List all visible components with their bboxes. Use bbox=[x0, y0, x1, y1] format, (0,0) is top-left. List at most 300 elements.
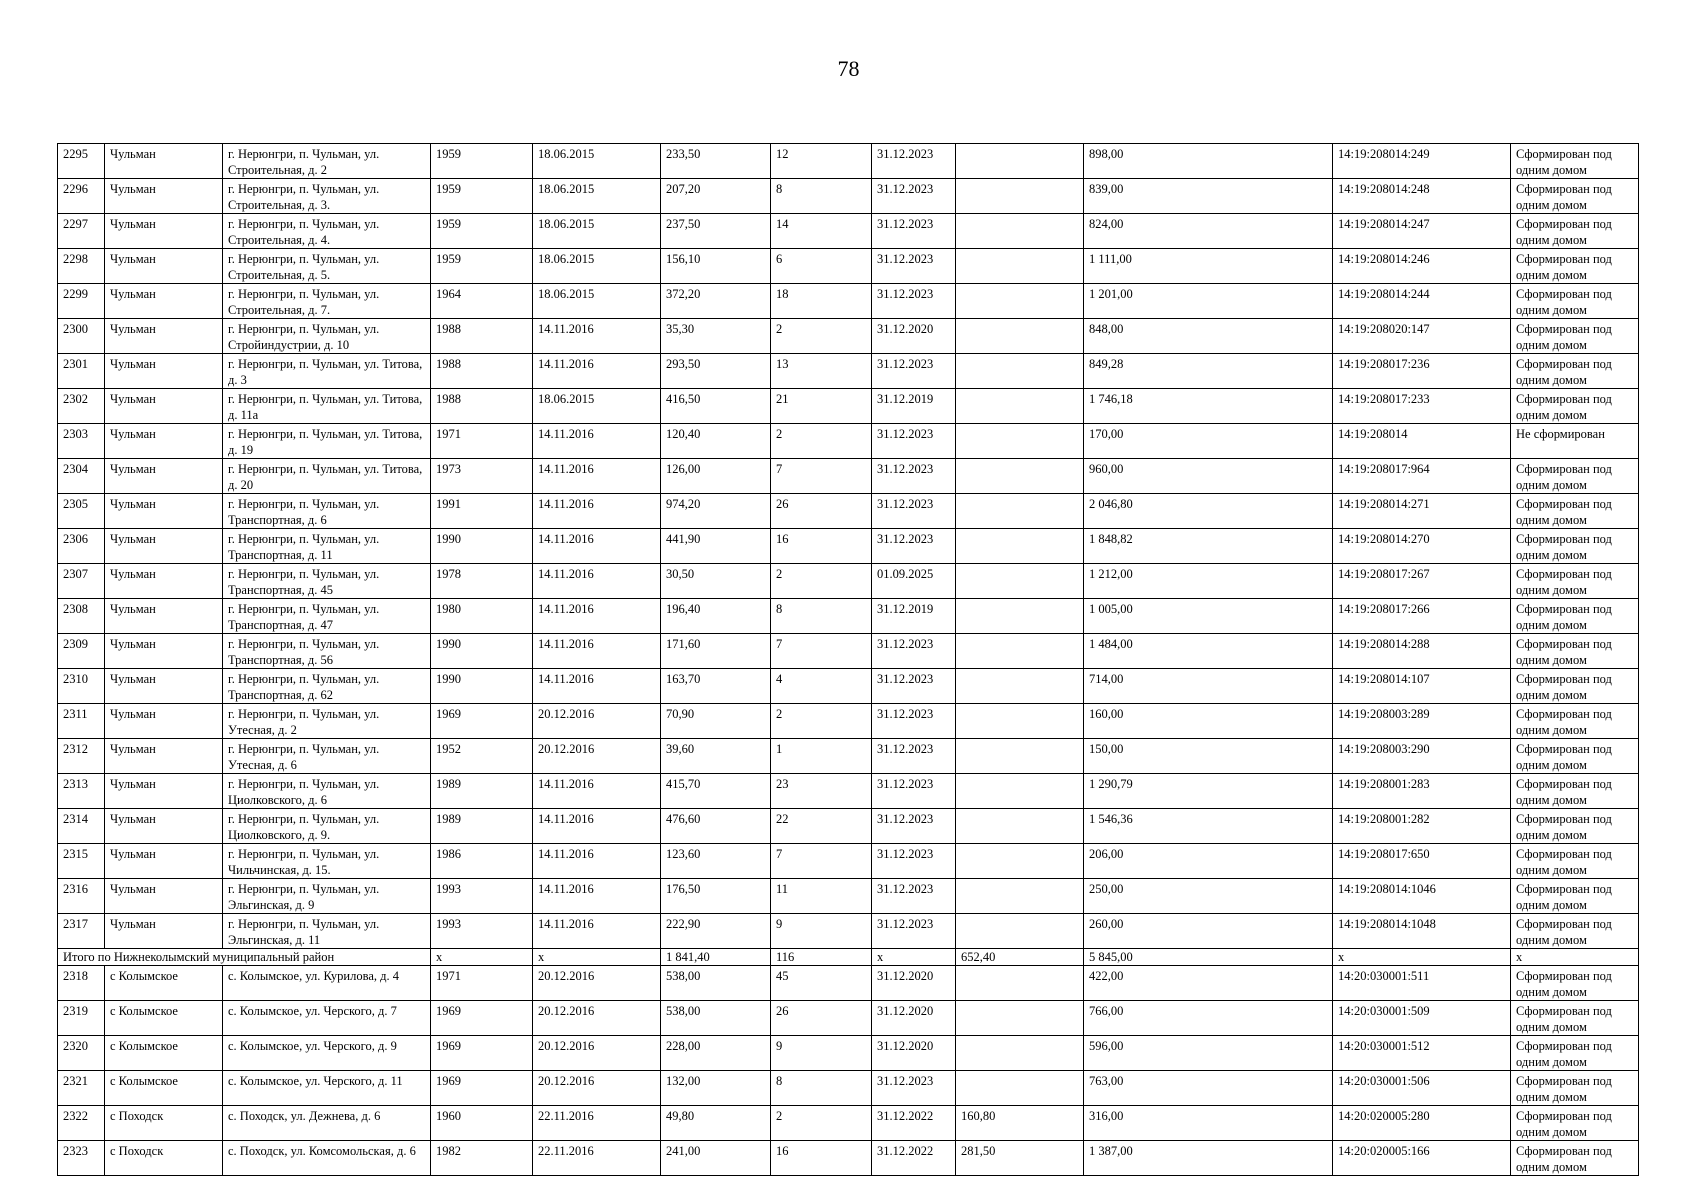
total-label: Итого по Нижнеколымский муниципальный район bbox=[58, 949, 431, 966]
address-cell: г. Нерюнгри, п. Чульман, ул. Эльгинская, д. 11 bbox=[223, 914, 431, 949]
row-number-cell: 2316 bbox=[58, 879, 105, 914]
table-row bbox=[58, 914, 1639, 949]
relocation-date-cell: 31.12.2023 bbox=[872, 249, 956, 284]
relocation-date-cell: 31.12.2023 bbox=[872, 354, 956, 389]
residents-count-cell: 18 bbox=[771, 284, 872, 319]
table-row bbox=[58, 1001, 1639, 1036]
year-built-cell: 1989 bbox=[431, 809, 533, 844]
settlement-cell: Чульман bbox=[105, 249, 223, 284]
recognition-date-cell: 14.11.2016 bbox=[533, 669, 661, 704]
cadastral-number-cell: 14:19:208014:1046 bbox=[1333, 879, 1511, 914]
total-cell: x bbox=[1333, 949, 1511, 966]
year-built-cell: 1959 bbox=[431, 144, 533, 179]
extra-area-cell bbox=[956, 739, 1084, 774]
year-built-cell: 1990 bbox=[431, 669, 533, 704]
row-number-cell: 2310 bbox=[58, 669, 105, 704]
relocation-date-cell: 31.12.2023 bbox=[872, 739, 956, 774]
address-cell: г. Нерюнгри, п. Чульман, ул. Строительная, д. 4. bbox=[223, 214, 431, 249]
address-cell: г. Нерюнгри, п. Чульман, ул. Циолковского, д. 9. bbox=[223, 809, 431, 844]
cadastral-number-cell: 14:19:208001:282 bbox=[1333, 809, 1511, 844]
cadastral-number-cell: 14:19:208014:249 bbox=[1333, 144, 1511, 179]
cadastral-number-cell: 14:19:208017:964 bbox=[1333, 459, 1511, 494]
year-built-cell: 1989 bbox=[431, 774, 533, 809]
table-row bbox=[58, 599, 1639, 634]
address-cell: с. Колымское, ул. Черского, д. 7 bbox=[223, 1001, 431, 1036]
settlement-cell: с Походск bbox=[105, 1141, 223, 1176]
extra-area-cell bbox=[956, 529, 1084, 564]
row-number-cell: 2309 bbox=[58, 634, 105, 669]
row-number-cell: 2318 bbox=[58, 966, 105, 1001]
area-cell: 126,00 bbox=[661, 459, 771, 494]
recognition-date-cell: 22.11.2016 bbox=[533, 1106, 661, 1141]
address-cell: г. Нерюнгри, п. Чульман, ул. Титова, д. 19 bbox=[223, 424, 431, 459]
table-row bbox=[58, 144, 1639, 179]
relocation-date-cell: 31.12.2023 bbox=[872, 1071, 956, 1106]
land-status-cell: Сформирован под одним домом bbox=[1511, 1071, 1639, 1106]
land-area-cell: 422,00 bbox=[1084, 966, 1333, 1001]
page-number: 78 bbox=[837, 56, 860, 81]
table-row bbox=[58, 634, 1639, 669]
table-row bbox=[58, 529, 1639, 564]
land-status-cell: Сформирован под одним домом bbox=[1511, 319, 1639, 354]
land-area-cell: 1 387,00 bbox=[1084, 1141, 1333, 1176]
recognition-date-cell: 14.11.2016 bbox=[533, 529, 661, 564]
relocation-date-cell: 31.12.2023 bbox=[872, 634, 956, 669]
address-cell: г. Нерюнгри, п. Чульман, ул. Утесная, д. 6 bbox=[223, 739, 431, 774]
recognition-date-cell: 20.12.2016 bbox=[533, 704, 661, 739]
extra-area-cell bbox=[956, 599, 1084, 634]
land-area-cell: 1 484,00 bbox=[1084, 634, 1333, 669]
cadastral-number-cell: 14:19:208014:247 bbox=[1333, 214, 1511, 249]
land-area-cell: 150,00 bbox=[1084, 739, 1333, 774]
land-status-cell: Сформирован под одним домом bbox=[1511, 704, 1639, 739]
total-cell: x bbox=[533, 949, 661, 966]
recognition-date-cell: 14.11.2016 bbox=[533, 634, 661, 669]
recognition-date-cell: 18.06.2015 bbox=[533, 284, 661, 319]
area-cell: 416,50 bbox=[661, 389, 771, 424]
area-cell: 132,00 bbox=[661, 1071, 771, 1106]
land-status-cell: Сформирован под одним домом bbox=[1511, 459, 1639, 494]
land-status-cell: Сформирован под одним домом bbox=[1511, 1141, 1639, 1176]
table-row bbox=[58, 494, 1639, 529]
address-cell: г. Нерюнгри, п. Чульман, ул. Транспортная, д. 45 bbox=[223, 564, 431, 599]
residents-count-cell: 12 bbox=[771, 144, 872, 179]
address-cell: с. Колымское, ул. Курилова, д. 4 bbox=[223, 966, 431, 1001]
total-cell: x bbox=[872, 949, 956, 966]
extra-area-cell bbox=[956, 179, 1084, 214]
area-cell: 123,60 bbox=[661, 844, 771, 879]
land-status-cell: Сформирован под одним домом bbox=[1511, 634, 1639, 669]
relocation-date-cell: 31.12.2023 bbox=[872, 879, 956, 914]
year-built-cell: 1960 bbox=[431, 1106, 533, 1141]
residents-count-cell: 8 bbox=[771, 179, 872, 214]
row-number-cell: 2306 bbox=[58, 529, 105, 564]
row-number-cell: 2295 bbox=[58, 144, 105, 179]
land-status-cell: Сформирован под одним домом bbox=[1511, 529, 1639, 564]
relocation-date-cell: 31.12.2023 bbox=[872, 284, 956, 319]
area-cell: 293,50 bbox=[661, 354, 771, 389]
year-built-cell: 1988 bbox=[431, 354, 533, 389]
address-cell: г. Нерюнгри, п. Чульман, ул. Титова, д. 20 bbox=[223, 459, 431, 494]
extra-area-cell bbox=[956, 914, 1084, 949]
extra-area-cell bbox=[956, 249, 1084, 284]
row-number-cell: 2311 bbox=[58, 704, 105, 739]
row-number-cell: 2303 bbox=[58, 424, 105, 459]
row-number-cell: 2319 bbox=[58, 1001, 105, 1036]
settlement-cell: Чульман bbox=[105, 459, 223, 494]
land-status-cell: Сформирован под одним домом bbox=[1511, 1036, 1639, 1071]
row-number-cell: 2302 bbox=[58, 389, 105, 424]
residents-count-cell: 16 bbox=[771, 529, 872, 564]
address-cell: с. Походск, ул. Дежнева, д. 6 bbox=[223, 1106, 431, 1141]
recognition-date-cell: 20.12.2016 bbox=[533, 1071, 661, 1106]
cadastral-number-cell: 14:19:208017:236 bbox=[1333, 354, 1511, 389]
relocation-date-cell: 31.12.2020 bbox=[872, 966, 956, 1001]
settlement-cell: Чульман bbox=[105, 179, 223, 214]
land-status-cell: Сформирован под одним домом bbox=[1511, 966, 1639, 1001]
year-built-cell: 1988 bbox=[431, 389, 533, 424]
settlement-cell: Чульман bbox=[105, 494, 223, 529]
land-area-cell: 824,00 bbox=[1084, 214, 1333, 249]
area-cell: 372,20 bbox=[661, 284, 771, 319]
recognition-date-cell: 14.11.2016 bbox=[533, 914, 661, 949]
table-row bbox=[58, 214, 1639, 249]
row-number-cell: 2315 bbox=[58, 844, 105, 879]
row-number-cell: 2297 bbox=[58, 214, 105, 249]
address-cell: г. Нерюнгри, п. Чульман, ул. Строительная, д. 3. bbox=[223, 179, 431, 214]
area-cell: 171,60 bbox=[661, 634, 771, 669]
recognition-date-cell: 14.11.2016 bbox=[533, 319, 661, 354]
row-number-cell: 2322 bbox=[58, 1106, 105, 1141]
extra-area-cell bbox=[956, 774, 1084, 809]
table-row bbox=[58, 249, 1639, 284]
address-cell: г. Нерюнгри, п. Чульман, ул. Титова, д. 3 bbox=[223, 354, 431, 389]
recognition-date-cell: 14.11.2016 bbox=[533, 494, 661, 529]
settlement-cell: с Колымское bbox=[105, 1036, 223, 1071]
recognition-date-cell: 14.11.2016 bbox=[533, 809, 661, 844]
land-area-cell: 714,00 bbox=[1084, 669, 1333, 704]
cadastral-number-cell: 14:19:208014:1048 bbox=[1333, 914, 1511, 949]
address-cell: г. Нерюнгри, п. Чульман, ул. Эльгинская, д. 9 bbox=[223, 879, 431, 914]
land-area-cell: 1 848,82 bbox=[1084, 529, 1333, 564]
year-built-cell: 1971 bbox=[431, 966, 533, 1001]
row-number-cell: 2317 bbox=[58, 914, 105, 949]
recognition-date-cell: 18.06.2015 bbox=[533, 214, 661, 249]
land-status-cell: Сформирован под одним домом bbox=[1511, 214, 1639, 249]
land-area-cell: 1 201,00 bbox=[1084, 284, 1333, 319]
residents-count-cell: 7 bbox=[771, 634, 872, 669]
area-cell: 207,20 bbox=[661, 179, 771, 214]
land-area-cell: 170,00 bbox=[1084, 424, 1333, 459]
table-row bbox=[58, 966, 1639, 1001]
extra-area-cell bbox=[956, 966, 1084, 1001]
land-area-cell: 1 212,00 bbox=[1084, 564, 1333, 599]
row-number-cell: 2320 bbox=[58, 1036, 105, 1071]
address-cell: с. Колымское, ул. Черского, д. 11 bbox=[223, 1071, 431, 1106]
row-number-cell: 2314 bbox=[58, 809, 105, 844]
year-built-cell: 1964 bbox=[431, 284, 533, 319]
land-area-cell: 898,00 bbox=[1084, 144, 1333, 179]
cadastral-number-cell: 14:19:208014:246 bbox=[1333, 249, 1511, 284]
cadastral-number-cell: 14:20:030001:506 bbox=[1333, 1071, 1511, 1106]
row-number-cell: 2305 bbox=[58, 494, 105, 529]
recognition-date-cell: 14.11.2016 bbox=[533, 459, 661, 494]
relocation-date-cell: 31.12.2023 bbox=[872, 424, 956, 459]
total-cell: x bbox=[1511, 949, 1639, 966]
extra-area-cell: 281,50 bbox=[956, 1141, 1084, 1176]
relocation-date-cell: 01.09.2025 bbox=[872, 564, 956, 599]
area-cell: 222,90 bbox=[661, 914, 771, 949]
residents-count-cell: 45 bbox=[771, 966, 872, 1001]
settlement-cell: Чульман bbox=[105, 354, 223, 389]
settlement-cell: Чульман bbox=[105, 424, 223, 459]
year-built-cell: 1993 bbox=[431, 879, 533, 914]
land-area-cell: 1 005,00 bbox=[1084, 599, 1333, 634]
address-cell: г. Нерюнгри, п. Чульман, ул. Титова, д. 11а bbox=[223, 389, 431, 424]
cadastral-number-cell: 14:19:208003:290 bbox=[1333, 739, 1511, 774]
cadastral-number-cell: 14:19:208003:289 bbox=[1333, 704, 1511, 739]
recognition-date-cell: 18.06.2015 bbox=[533, 144, 661, 179]
address-cell: г. Нерюнгри, п. Чульман, ул. Транспортная, д. 47 bbox=[223, 599, 431, 634]
year-built-cell: 1993 bbox=[431, 914, 533, 949]
year-built-cell: 1990 bbox=[431, 529, 533, 564]
area-cell: 196,40 bbox=[661, 599, 771, 634]
residents-count-cell: 2 bbox=[771, 424, 872, 459]
cadastral-number-cell: 14:19:208014:270 bbox=[1333, 529, 1511, 564]
year-built-cell: 1986 bbox=[431, 844, 533, 879]
extra-area-cell bbox=[956, 704, 1084, 739]
extra-area-cell bbox=[956, 459, 1084, 494]
residents-count-cell: 21 bbox=[771, 389, 872, 424]
residents-count-cell: 1 bbox=[771, 739, 872, 774]
settlement-cell: с Колымское bbox=[105, 1001, 223, 1036]
address-cell: г. Нерюнгри, п. Чульман, ул. Транспортная, д. 62 bbox=[223, 669, 431, 704]
table-row bbox=[58, 354, 1639, 389]
extra-area-cell bbox=[956, 1036, 1084, 1071]
land-area-cell: 1 746,18 bbox=[1084, 389, 1333, 424]
total-cell: 5 845,00 bbox=[1084, 949, 1333, 966]
address-cell: г. Нерюнгри, п. Чульман, ул. Строительная, д. 2 bbox=[223, 144, 431, 179]
settlement-cell: Чульман bbox=[105, 669, 223, 704]
row-number-cell: 2312 bbox=[58, 739, 105, 774]
residents-count-cell: 4 bbox=[771, 669, 872, 704]
relocation-date-cell: 31.12.2023 bbox=[872, 529, 956, 564]
land-status-cell: Сформирован под одним домом bbox=[1511, 389, 1639, 424]
residents-count-cell: 9 bbox=[771, 1036, 872, 1071]
table-row bbox=[58, 179, 1639, 214]
year-built-cell: 1969 bbox=[431, 1071, 533, 1106]
extra-area-cell bbox=[956, 1071, 1084, 1106]
rows-before-total bbox=[58, 144, 1639, 949]
land-area-cell: 849,28 bbox=[1084, 354, 1333, 389]
table-row bbox=[58, 669, 1639, 704]
recognition-date-cell: 14.11.2016 bbox=[533, 354, 661, 389]
relocation-date-cell: 31.12.2022 bbox=[872, 1106, 956, 1141]
settlement-cell: с Походск bbox=[105, 1106, 223, 1141]
table-row bbox=[58, 319, 1639, 354]
extra-area-cell bbox=[956, 634, 1084, 669]
land-area-cell: 1 290,79 bbox=[1084, 774, 1333, 809]
year-built-cell: 1988 bbox=[431, 319, 533, 354]
area-cell: 228,00 bbox=[661, 1036, 771, 1071]
year-built-cell: 1959 bbox=[431, 249, 533, 284]
extra-area-cell bbox=[956, 354, 1084, 389]
table-row bbox=[58, 424, 1639, 459]
relocation-date-cell: 31.12.2023 bbox=[872, 809, 956, 844]
residents-count-cell: 7 bbox=[771, 844, 872, 879]
area-cell: 156,10 bbox=[661, 249, 771, 284]
settlement-cell: Чульман bbox=[105, 529, 223, 564]
extra-area-cell bbox=[956, 564, 1084, 599]
residents-count-cell: 2 bbox=[771, 704, 872, 739]
recognition-date-cell: 22.11.2016 bbox=[533, 1141, 661, 1176]
area-cell: 163,70 bbox=[661, 669, 771, 704]
recognition-date-cell: 18.06.2015 bbox=[533, 179, 661, 214]
address-cell: г. Нерюнгри, п. Чульман, ул. Транспортная, д. 11 bbox=[223, 529, 431, 564]
settlement-cell: Чульман bbox=[105, 389, 223, 424]
cadastral-number-cell: 14:19:208014:288 bbox=[1333, 634, 1511, 669]
land-area-cell: 160,00 bbox=[1084, 704, 1333, 739]
settlement-cell: Чульман bbox=[105, 319, 223, 354]
recognition-date-cell: 20.12.2016 bbox=[533, 739, 661, 774]
land-status-cell: Сформирован под одним домом bbox=[1511, 914, 1639, 949]
residents-count-cell: 23 bbox=[771, 774, 872, 809]
table-row bbox=[58, 1141, 1639, 1176]
cadastral-number-cell: 14:19:208017:267 bbox=[1333, 564, 1511, 599]
row-number-cell: 2323 bbox=[58, 1141, 105, 1176]
row-number-cell: 2313 bbox=[58, 774, 105, 809]
relocation-date-cell: 31.12.2023 bbox=[872, 704, 956, 739]
area-cell: 241,00 bbox=[661, 1141, 771, 1176]
relocation-date-cell: 31.12.2020 bbox=[872, 1036, 956, 1071]
settlement-cell: Чульман bbox=[105, 879, 223, 914]
extra-area-cell bbox=[956, 424, 1084, 459]
land-status-cell: Сформирован под одним домом bbox=[1511, 354, 1639, 389]
year-built-cell: 1991 bbox=[431, 494, 533, 529]
address-cell: г. Нерюнгри, п. Чульман, ул. Стройиндустрии, д. 10 bbox=[223, 319, 431, 354]
settlement-cell: с Колымское bbox=[105, 966, 223, 1001]
total-row bbox=[58, 949, 1639, 966]
recognition-date-cell: 14.11.2016 bbox=[533, 599, 661, 634]
row-number-cell: 2307 bbox=[58, 564, 105, 599]
address-cell: г. Нерюнгри, п. Чульман, ул. Строительная, д. 7. bbox=[223, 284, 431, 319]
area-cell: 538,00 bbox=[661, 966, 771, 1001]
settlement-cell: Чульман bbox=[105, 634, 223, 669]
area-cell: 39,60 bbox=[661, 739, 771, 774]
relocation-date-cell: 31.12.2023 bbox=[872, 914, 956, 949]
residents-count-cell: 2 bbox=[771, 564, 872, 599]
settlement-cell: Чульман bbox=[105, 739, 223, 774]
table-row bbox=[58, 1071, 1639, 1106]
rows-after-total bbox=[58, 966, 1639, 1176]
row-number-cell: 2296 bbox=[58, 179, 105, 214]
residents-count-cell: 8 bbox=[771, 599, 872, 634]
table-row bbox=[58, 809, 1639, 844]
land-status-cell: Сформирован под одним домом bbox=[1511, 144, 1639, 179]
land-status-cell: Сформирован под одним домом bbox=[1511, 1106, 1639, 1141]
cadastral-number-cell: 14:19:208020:147 bbox=[1333, 319, 1511, 354]
table-row bbox=[58, 879, 1639, 914]
year-built-cell: 1959 bbox=[431, 179, 533, 214]
address-cell: г. Нерюнгри, п. Чульман, ул. Строительная, д. 5. bbox=[223, 249, 431, 284]
year-built-cell: 1969 bbox=[431, 704, 533, 739]
cadastral-number-cell: 14:19:208017:266 bbox=[1333, 599, 1511, 634]
residents-count-cell: 2 bbox=[771, 319, 872, 354]
relocation-date-cell: 31.12.2023 bbox=[872, 669, 956, 704]
address-cell: г. Нерюнгри, п. Чульман, ул. Чильчинская, д. 15. bbox=[223, 844, 431, 879]
cadastral-number-cell: 14:19:208014:271 bbox=[1333, 494, 1511, 529]
land-status-cell: Сформирован под одним домом bbox=[1511, 599, 1639, 634]
year-built-cell: 1969 bbox=[431, 1001, 533, 1036]
residents-count-cell: 11 bbox=[771, 879, 872, 914]
table-row bbox=[58, 739, 1639, 774]
area-cell: 120,40 bbox=[661, 424, 771, 459]
land-status-cell: Сформирован под одним домом bbox=[1511, 284, 1639, 319]
recognition-date-cell: 20.12.2016 bbox=[533, 1036, 661, 1071]
land-status-cell: Сформирован под одним домом bbox=[1511, 774, 1639, 809]
cadastral-number-cell: 14:19:208014 bbox=[1333, 424, 1511, 459]
table-row bbox=[58, 389, 1639, 424]
table-row bbox=[58, 1036, 1639, 1071]
extra-area-cell bbox=[956, 284, 1084, 319]
area-cell: 176,50 bbox=[661, 879, 771, 914]
extra-area-cell bbox=[956, 1001, 1084, 1036]
land-area-cell: 766,00 bbox=[1084, 1001, 1333, 1036]
settlement-cell: с Колымское bbox=[105, 1071, 223, 1106]
land-status-cell: Сформирован под одним домом bbox=[1511, 809, 1639, 844]
year-built-cell: 1973 bbox=[431, 459, 533, 494]
relocation-date-cell: 31.12.2023 bbox=[872, 144, 956, 179]
table-row bbox=[58, 844, 1639, 879]
table-row bbox=[58, 564, 1639, 599]
total-cell: 652,40 bbox=[956, 949, 1084, 966]
area-cell: 476,60 bbox=[661, 809, 771, 844]
table-row bbox=[58, 704, 1639, 739]
cadastral-number-cell: 14:20:030001:512 bbox=[1333, 1036, 1511, 1071]
cadastral-number-cell: 14:20:020005:166 bbox=[1333, 1141, 1511, 1176]
address-cell: г. Нерюнгри, п. Чульман, ул. Утесная, д. 2 bbox=[223, 704, 431, 739]
residents-count-cell: 26 bbox=[771, 494, 872, 529]
year-built-cell: 1952 bbox=[431, 739, 533, 774]
area-cell: 30,50 bbox=[661, 564, 771, 599]
settlement-cell: Чульман bbox=[105, 599, 223, 634]
relocation-date-cell: 31.12.2023 bbox=[872, 214, 956, 249]
year-built-cell: 1959 bbox=[431, 214, 533, 249]
residents-count-cell: 9 bbox=[771, 914, 872, 949]
year-built-cell: 1969 bbox=[431, 1036, 533, 1071]
row-number-cell: 2308 bbox=[58, 599, 105, 634]
relocation-date-cell: 31.12.2023 bbox=[872, 459, 956, 494]
area-cell: 415,70 bbox=[661, 774, 771, 809]
residents-count-cell: 26 bbox=[771, 1001, 872, 1036]
settlement-cell: Чульман bbox=[105, 564, 223, 599]
land-status-cell: Сформирован под одним домом bbox=[1511, 844, 1639, 879]
extra-area-cell bbox=[956, 879, 1084, 914]
cadastral-number-cell: 14:20:030001:509 bbox=[1333, 1001, 1511, 1036]
table-row bbox=[58, 1106, 1639, 1141]
row-number-cell: 2301 bbox=[58, 354, 105, 389]
cadastral-number-cell: 14:19:208014:107 bbox=[1333, 669, 1511, 704]
extra-area-cell bbox=[956, 809, 1084, 844]
land-area-cell: 1 111,00 bbox=[1084, 249, 1333, 284]
recognition-date-cell: 20.12.2016 bbox=[533, 966, 661, 1001]
year-built-cell: 1982 bbox=[431, 1141, 533, 1176]
extra-area-cell bbox=[956, 669, 1084, 704]
land-area-cell: 596,00 bbox=[1084, 1036, 1333, 1071]
residents-count-cell: 8 bbox=[771, 1071, 872, 1106]
row-number-cell: 2304 bbox=[58, 459, 105, 494]
address-cell: с. Походск, ул. Комсомольская, д. 6 bbox=[223, 1141, 431, 1176]
